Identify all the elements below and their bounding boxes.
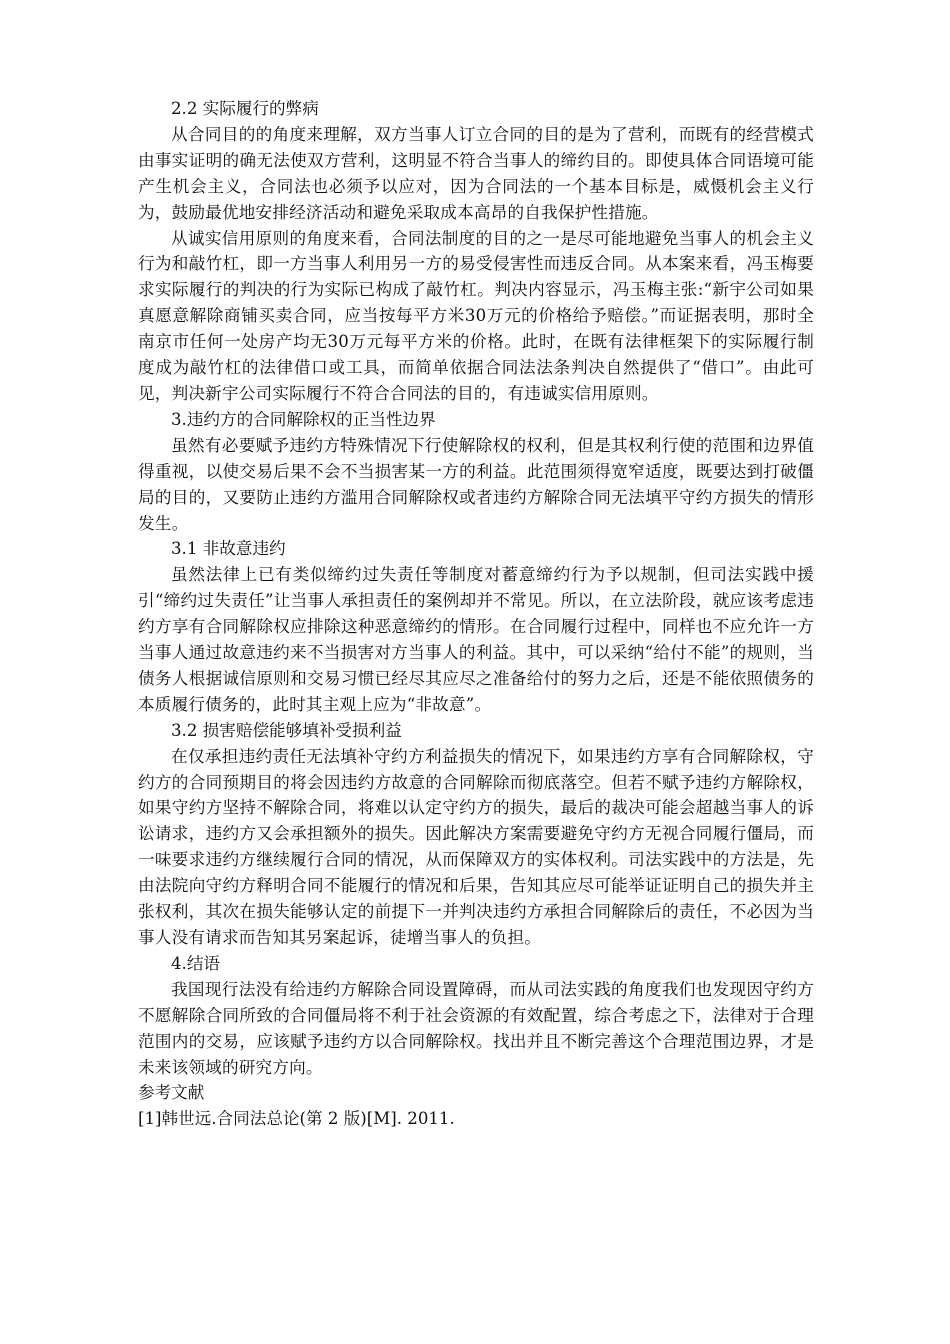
section-heading-4: 4.结语 bbox=[171, 953, 221, 973]
document-page bbox=[138, 96, 814, 1132]
paragraph: 我国现行法没有给违约方解除合同设置障碍，而从司法实践的角度我们也发现因守约方不愿解除合同所致的合同僵局将不利于社会资源的有效配置，综合考虑之下，法律对于合理范围内的交易，应该赋予违约方以合同解除权。找出并且不断完善这个合理范围边界，才是未来该领域的研究方向。 bbox=[138, 979, 814, 1077]
section-heading-3-1: 3.1 非故意违约 bbox=[171, 539, 286, 559]
section-heading-3-2: 3.2 损害赔偿能够填补受损利益 bbox=[171, 720, 402, 740]
section-heading-2-2: 2.2 实际履行的弊病 bbox=[171, 99, 319, 118]
paragraph: 从合同目的的角度来理解，双方当事人订立合同的目的是为了营利，而既有的经营模式由事实证明的确无法使双方营利，这明显不符合当事人的缔约目的。即使具体合同语境可能产生机会主义，合同法也必须予以应对，因为合同法的一个基本目标是，威慑机会主义行为，鼓励最优地安排经济活动和避免采取成本高昂的自我保护性措施。 bbox=[138, 124, 814, 222]
section-heading-3: 3.违约方的合同解除权的正当性边界 bbox=[171, 409, 436, 429]
reference-item: [1]韩世远.合同法总论(第 2 版)[M]. 2011. bbox=[138, 1109, 455, 1129]
paragraph: 从诚实信用原则的角度来看，合同法制度的目的之一是尽可能地避免当事人的机会主义行为和敲竹杠，即一方当事人利用另一方的易受侵害性而违反合同。从本案来看，冯玉梅要求实际履行的判决的行为实际已构成了敲竹杠。判决内容显示，冯玉梅主张:“新宇公司如果真愿意解除商铺买卖合同，应当按每平方米30万元的价格给予赔偿。”而证据表明，那时全南京市任何一处房产均无30万元每平方米的价格。此时，在既有法律框架下的实际履行制度成为敲竹杠的法律借口或工具，而简单依据合同法法条判决自然提供了“借口”。由此可见，判决新宇公司实际履行不符合合同法的目的，有违诚实信用原则。 bbox=[138, 228, 814, 403]
paragraph: 在仅承担违约责任无法填补守约方利益损失的情况下，如果违约方享有合同解除权，守约方的合同预期目的将会因违约方故意的合同解除而彻底落空。但若不赋予违约方解除权，如果守约方坚持不解除合同，将难以认定守约方的损失，最后的裁决可能会超越当事人的诉讼请求，违约方又会承担额外的损失。因此解决方案需要避免守约方无视合同履行僵局，而一味要求违约方继续履行合同的情况，从而保障双方的实体权利。司法实践中的方法是，先由法院向守约方释明合同不能履行的情况和后果，告知其应尽可能举证证明自己的损失并主张权利，其次在损失能够认定的前提下一并判决违约方承担合同解除后的责任，不必因为当事人没有请求而告知其另案起诉，徒增当事人的负担。 bbox=[138, 746, 814, 947]
paragraph: 虽然有必要赋予违约方特殊情况下行使解除权的权利，但是其权利行使的范围和边界值得重视，以使交易后果不会不当损害某一方的利益。此范围须得宽窄适度，既要达到打破僵局的目的，又要防止违约方滥用合同解除权或者违约方解除合同无法填平守约方损失的情形发生。 bbox=[138, 435, 814, 533]
paragraph: 虽然法律上已有类似缔约过失责任等制度对蓄意缔约行为予以规制，但司法实践中援引“缔约过失责任”让当事人承担责任的案例却并不常见。所以，在立法阶段，就应该考虑违约方享有合同解除权应排除这种恶意缔约的情形。在合同履行过程中，同样也不应允许一方当事人通过故意违约来不当损害对方当事人的利益。其中，可以采纳“给付不能”的规则，当债务人根据诚信原则和交易习惯已经尽其应尽之准备给付的努力之后，还是不能依照债务的本质履行债务的，此时其主观上应为“非故意”。 bbox=[138, 565, 814, 714]
references-title: 参考文献 bbox=[138, 1083, 205, 1103]
